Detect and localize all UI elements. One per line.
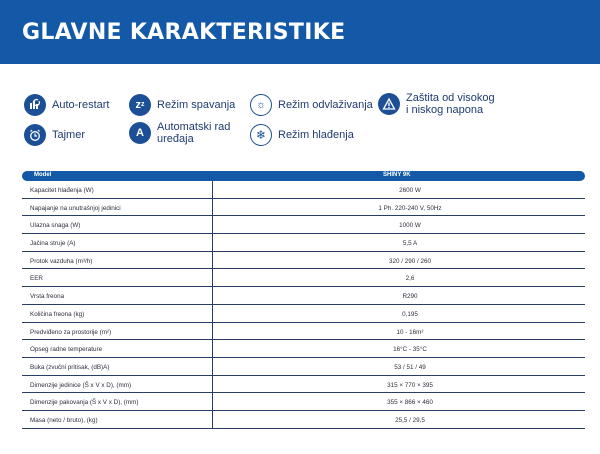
table-row	[22, 269, 585, 287]
row-label: Vrsta freona	[30, 293, 65, 301]
row-label: Kapacitet hlađenja (W)	[30, 187, 94, 194]
column-divider	[212, 411, 213, 428]
header-model-label: Model	[34, 172, 52, 178]
row-label: Buka (zvučni pritisak, (dB)A)	[30, 363, 110, 371]
dehumidify-icon: ☼	[250, 94, 272, 116]
row-value: 2600 W	[399, 187, 421, 194]
row-value: 5,5 A	[402, 240, 418, 248]
table-row	[22, 181, 585, 199]
table-row	[22, 199, 585, 217]
feature-timer	[24, 124, 85, 146]
feature-label: Automatski rad uređaja	[157, 121, 231, 145]
row-label: Ulazna snaga (W)	[30, 222, 81, 230]
row-label: EER	[30, 275, 43, 283]
feature-cooling-mode	[250, 124, 354, 146]
row-label: Dimenzije jedinice (Š x V x D), (mm)	[30, 381, 132, 389]
row-value: 1000 W	[399, 222, 421, 230]
table-row	[22, 234, 585, 252]
row-value: 1 Ph. 220-240 V, 50Hz	[378, 204, 442, 212]
row-value: 355 × 866 × 460	[387, 399, 433, 407]
column-divider	[212, 393, 213, 410]
features-grid	[0, 88, 600, 158]
column-divider	[212, 340, 213, 357]
row-label: Jačina struje (A)	[30, 240, 76, 248]
table-row	[22, 411, 585, 429]
row-label: Masa (neto / bruto), (kg)	[30, 416, 98, 424]
table-body	[22, 181, 585, 429]
column-divider	[212, 358, 213, 375]
column-divider	[212, 376, 213, 393]
row-value: 0,195	[402, 310, 418, 318]
table-row	[22, 376, 585, 394]
row-label: Dimenzije pakovanja (Š x V x D), (mm)	[30, 399, 139, 407]
table-row	[22, 252, 585, 270]
feature-dehumidify	[250, 94, 373, 116]
column-divider	[212, 252, 213, 269]
spec-table	[22, 171, 585, 429]
page-title: GLAVNE KARAKTERISTIKE	[22, 20, 346, 45]
feature-sleep-mode	[129, 94, 235, 116]
column-divider	[212, 269, 213, 286]
feature-voltage-protection	[378, 92, 495, 116]
title-banner	[0, 0, 600, 64]
row-value: 320 / 290 / 260	[388, 257, 431, 265]
feature-label: Režim hlađenja	[278, 129, 354, 141]
row-label: Napajanje na unutrašnjoj jedinici	[30, 204, 121, 212]
auto-restart-icon	[24, 94, 46, 116]
feature-auto-mode	[129, 121, 230, 145]
column-divider	[212, 305, 213, 322]
table-row	[22, 216, 585, 234]
feature-label: Režim odvlaživanja	[278, 99, 373, 111]
table-row	[22, 340, 585, 358]
feature-label: Zaštita od visokog i niskog napona	[406, 92, 495, 116]
row-value: 315 × 770 × 395	[387, 381, 433, 389]
table-row	[22, 358, 585, 376]
table-row	[22, 323, 585, 341]
auto-mode-icon: A	[129, 122, 151, 144]
row-value: 2,6	[405, 275, 415, 283]
feature-label: Tajmer	[52, 129, 86, 141]
voltage-protection-icon	[378, 93, 400, 115]
column-divider	[212, 181, 213, 198]
column-divider	[212, 323, 213, 340]
table-row	[22, 393, 585, 411]
row-value: 16°C - 35°C	[393, 346, 427, 354]
table-row	[22, 287, 585, 305]
column-divider	[212, 287, 213, 304]
row-label: Opseg radne temperature	[30, 346, 103, 354]
timer-icon	[24, 124, 46, 146]
table-header	[22, 171, 585, 181]
row-label: Protok vazduha (m³/h)	[30, 257, 93, 265]
sleep-mode-icon: z z	[129, 94, 151, 116]
row-value: 53 / 51 / 49	[394, 363, 426, 371]
cooling-mode-icon: ❄	[250, 124, 272, 146]
row-value: R290	[402, 293, 418, 301]
header-model-value: SHINY 9K	[383, 172, 411, 178]
feature-label: Auto-restart	[52, 99, 110, 111]
feature-auto-restart	[24, 94, 109, 116]
row-value: 25,5 / 29,5	[395, 416, 425, 424]
column-divider	[212, 216, 213, 233]
row-label: Predviđeno za prostorije (m²)	[30, 328, 112, 336]
feature-label: Režim spavanja	[157, 99, 236, 111]
column-divider	[212, 199, 213, 216]
row-value: 10 - 16m²	[396, 328, 424, 336]
table-row	[22, 305, 585, 323]
row-label: Količina freona (kg)	[30, 310, 85, 318]
column-divider	[212, 234, 213, 251]
